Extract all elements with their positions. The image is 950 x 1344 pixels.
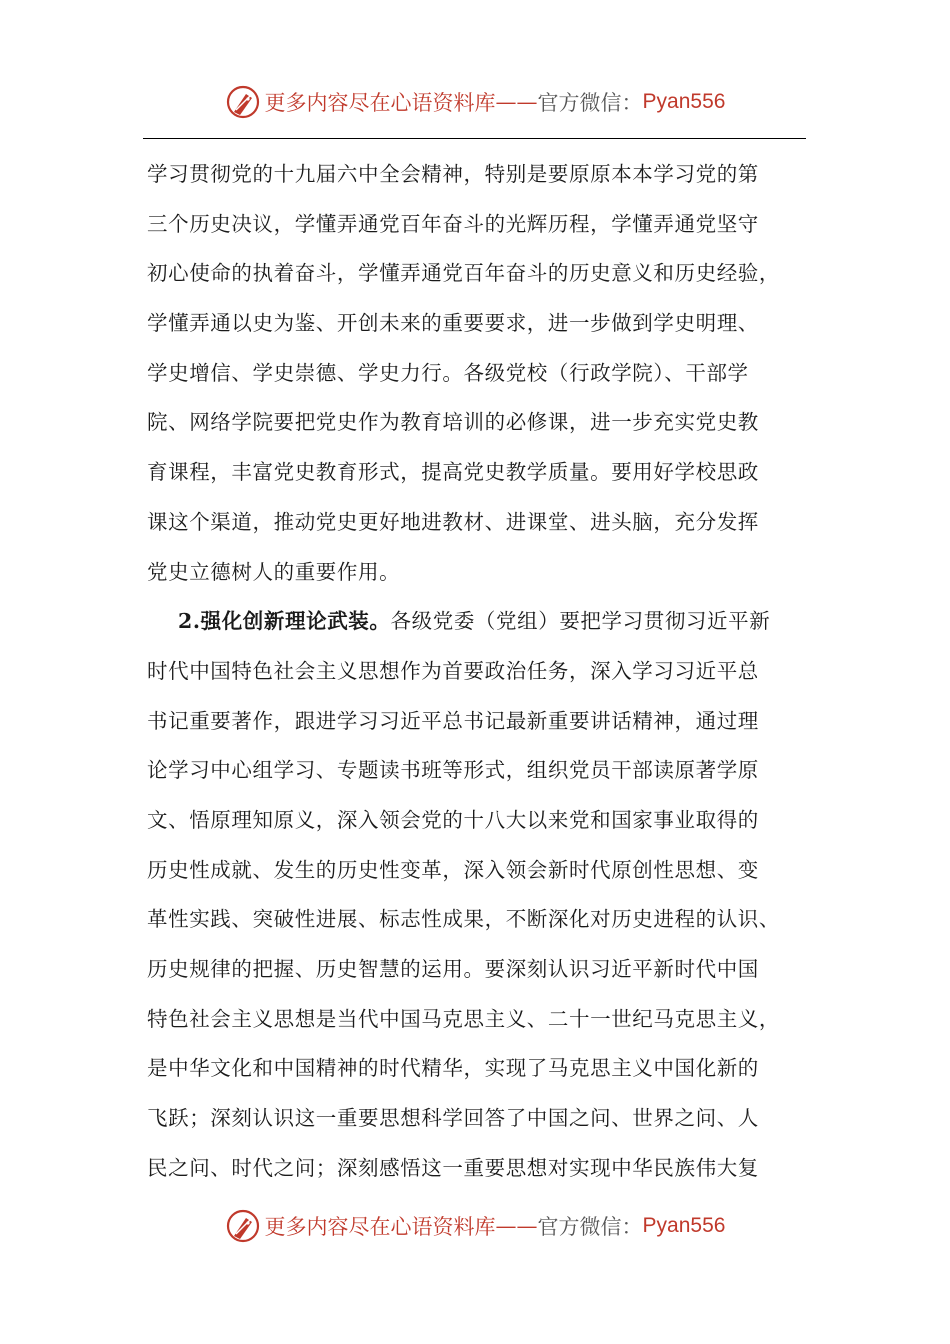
paragraph-2	[147, 597, 807, 1193]
text-line: 学懂弄通以史为鉴、开创未来的重要要求，进一步做到学史明理、	[147, 311, 759, 336]
pen-nib-logo-icon	[225, 1208, 261, 1244]
text-line: 特色社会主义思想是当代中国马克思主义、二十一世纪马克思主义，	[147, 1006, 780, 1031]
text-line: 时代中国特色社会主义思想作为首要政治任务，深入学习习近平总	[147, 658, 759, 683]
banner-wechat-label: 官方微信：	[537, 1215, 643, 1239]
document-body	[147, 150, 807, 1193]
banner-wechat-id: Pyan556	[642, 90, 726, 113]
banner-site-text: 更多内容尽在心语资料库	[264, 91, 496, 115]
text-line: 院、网络学院要把党史作为教育培训的必修课，进一步充实党史教	[147, 410, 759, 435]
text-line: 育课程，丰富党史教育形式，提高党史教学质量。要用好学校思政	[147, 460, 759, 485]
text-line: 文、悟原理知原义，深入领会党的十八大以来党和国家事业取得的	[147, 807, 759, 832]
text-line-first	[147, 597, 807, 647]
banner-site-text: 更多内容尽在心语资料库	[264, 1215, 496, 1239]
text-line: 历史性成就、发生的历史性变革，深入领会新时代原创性思想、变	[147, 857, 759, 882]
banner-dash-2: —	[516, 90, 538, 114]
text-line: 书记重要著作，跟进学习习近平总书记最新重要讲话精神，通过理	[147, 708, 759, 733]
text-line: 是中华文化和中国精神的时代精华，实现了马克思主义中国化新的	[147, 1056, 759, 1081]
text-line: 论学习中心组学习、专题读书班等形式，组织党员干部读原著学原	[147, 758, 759, 783]
text-line: 三个历史决议，学懂弄通党百年奋斗的光辉历程，学懂弄通党坚守	[147, 211, 759, 236]
text-line: 学史增信、学史崇德、学史力行。各级党校（行政学院）、干部学	[147, 360, 749, 385]
banner-dash: —	[495, 1214, 517, 1238]
first-line-rest: 各级党委（党组）要把学习贯彻习近平新	[390, 609, 771, 634]
text-line: 历史规律的把握、历史智慧的运用。要深刻认识习近平新时代中国	[147, 957, 759, 981]
header-rule	[143, 138, 806, 139]
section-heading: 2.强化创新理论武装。	[178, 609, 391, 634]
text-line: 学习贯彻党的十九届六中全会精神，特别是要原原本本学习党的第	[147, 162, 759, 186]
banner-wechat-id: Pyan556	[642, 1214, 726, 1237]
pen-nib-logo-icon	[225, 84, 261, 120]
text-line: 民之问、时代之问；深刻感悟这一重要思想对实现中华民族伟大复	[147, 1155, 759, 1180]
text-line: 革性实践、突破性进展、标志性成果，不断深化对历史进程的认识、	[147, 907, 780, 932]
banner-dash-2: —	[516, 1214, 538, 1238]
text-line: 党史立德树人的重要作用。	[147, 559, 401, 584]
banner-wechat-label: 官方微信：	[537, 91, 643, 115]
text-line: 初心使命的执着奋斗，学懂弄通党百年奋斗的历史意义和历史经验，	[147, 261, 780, 286]
paragraph-1	[147, 150, 807, 597]
banner-dash: —	[495, 90, 517, 114]
footer-banner	[0, 1208, 950, 1244]
text-line: 飞跃；深刻认识这一重要思想科学回答了中国之问、世界之问、人	[147, 1106, 759, 1131]
header-banner	[0, 84, 950, 120]
text-line: 课这个渠道，推动党史更好地进教材、进课堂、进头脑，充分发挥	[147, 509, 759, 534]
